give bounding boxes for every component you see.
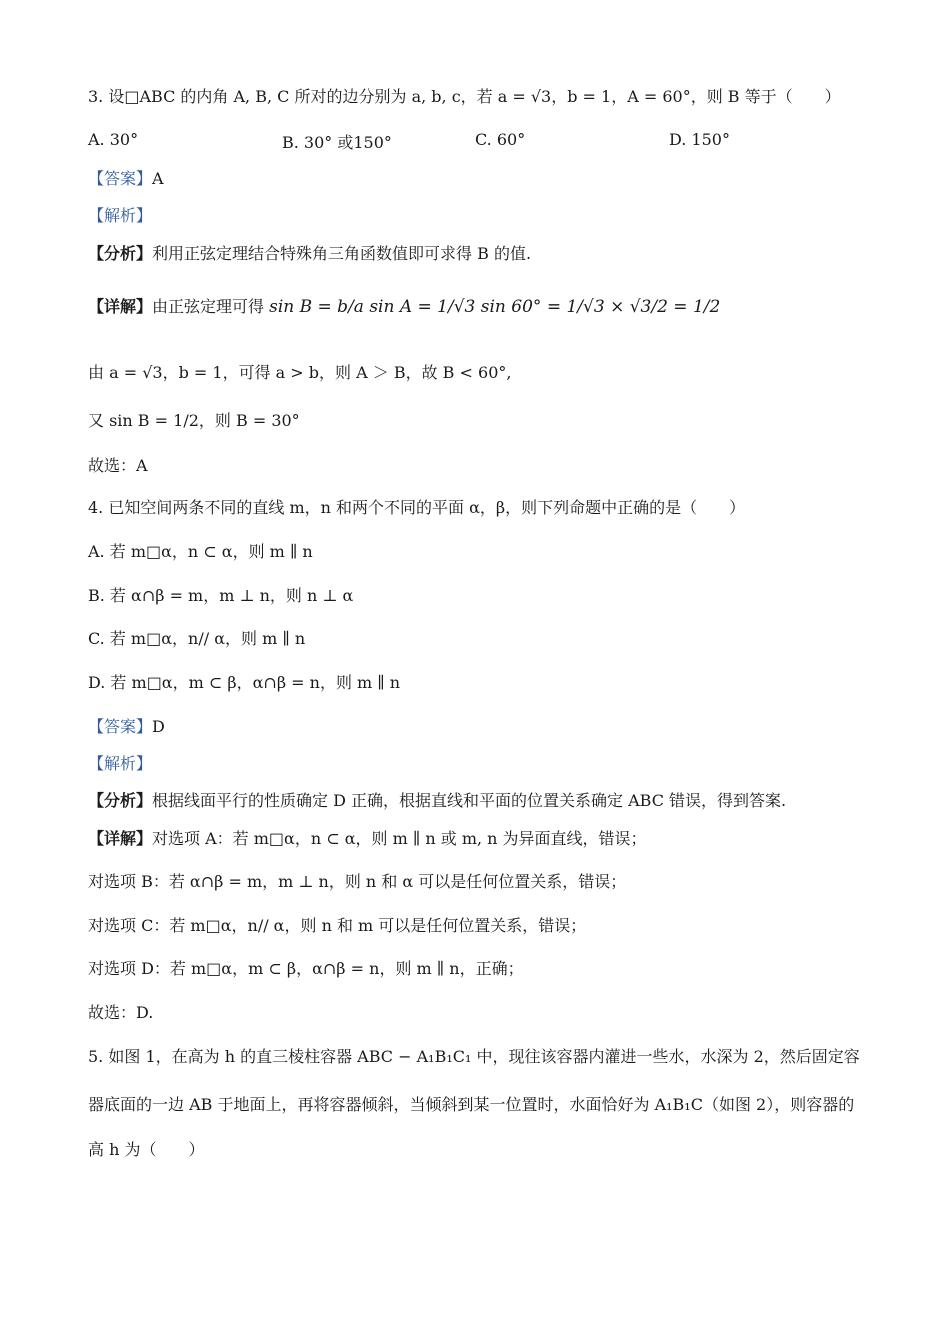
q4-line-d: 对选项 D：若 m□α，m ⊂ β，α∩β = n，则 m ∥ n，正确； <box>88 959 524 978</box>
xiangjie-text: 对选项 A：若 m□α，n ⊂ α，则 m ∥ n 或 m, n 为异面直线，错误； <box>152 829 647 848</box>
fenxi-label: 【分析】 <box>88 791 153 810</box>
q4-line-b: 对选项 B：若 α∩β = m，m ⊥ n，则 n 和 α 可以是任何位置关系，错误； <box>88 872 627 891</box>
q4-option-b: B. 若 α∩β = m，m ⊥ n，则 n ⊥ α <box>88 586 354 605</box>
q3-analysis-label: 【解析】 <box>88 206 153 225</box>
q3-xiangjie-row <box>88 296 720 318</box>
xiangjie-formula: sin B = b/a sin A = 1/√3 sin 60° = 1/√3 × √3/2 = 1/2 <box>269 297 721 317</box>
answer-label: 【答案】 <box>88 169 153 188</box>
fenxi-text: 根据线面平行的性质确定 D 正确，根据直线和平面的位置关系确定 ABC 错误，得到答案. <box>152 791 787 810</box>
q3-stem: 3. 设□ABC 的内角 A, B, C 所对的边分别为 a, b, c，若 a = √3，b = 1，A = 60°，则 B 等于（ ） <box>88 87 841 106</box>
q4-stem: 4. 已知空间两条不同的直线 m，n 和两个不同的平面 α，β，则下列命题中正确的是（ ） <box>88 498 746 517</box>
q4-option-c: C. 若 m□α，n// α，则 m ∥ n <box>88 629 306 648</box>
q3-line2: 由 a = √3，b = 1，可得 a > b，则 A ＞ B，故 B < 60°, <box>88 363 512 382</box>
q5-line1: 5. 如图 1，在高为 h 的直三棱柱容器 ABC − A₁B₁C₁ 中，现往该容器内灌进一些水，水深为 2，然后固定容 <box>88 1047 860 1066</box>
q5-line2: 器底面的一边 AB 于地面上，再将容器倾斜，当倾斜到某一位置时，水面恰好为 A₁B₁C（如图 2），则容器的 <box>88 1095 855 1114</box>
q4-option-d: D. 若 m□α，m ⊂ β，α∩β = n，则 m ∥ n <box>88 673 401 692</box>
q4-answer-row <box>88 716 165 738</box>
q4-option-a: A. 若 m□α，n ⊂ α，则 m ∥ n <box>88 542 313 561</box>
q3-line3: 又 sin B = 1/2，则 B = 30° <box>88 411 300 430</box>
q4-guxuan: 故选：D. <box>88 1003 154 1022</box>
q3-guxuan: 故选：A <box>88 456 148 475</box>
answer-label: 【答案】 <box>88 717 153 736</box>
q4-fenxi-row <box>88 790 786 812</box>
q5-line3: 高 h 为（ ） <box>88 1140 205 1159</box>
xiangjie-label: 【详解】 <box>88 297 153 316</box>
answer-value: D <box>152 717 165 736</box>
q3-answer-row <box>88 168 164 190</box>
q3-option-b: B. 30° 或150° <box>282 133 392 152</box>
xiangjie-label: 【详解】 <box>88 829 153 848</box>
q4-line-c: 对选项 C：若 m□α，n// α，则 n 和 m 可以是任何位置关系，错误； <box>88 916 587 935</box>
q3-option-c: C. 60° <box>475 130 526 149</box>
q3-option-d: D. 150° <box>669 130 730 149</box>
xiangjie-prefix: 由正弦定理可得 <box>152 297 265 316</box>
q4-xiangjie-row <box>88 828 647 850</box>
q3-option-a: A. 30° <box>88 130 139 149</box>
fenxi-label: 【分析】 <box>88 244 153 263</box>
answer-value: A <box>152 169 164 188</box>
fenxi-text: 利用正弦定理结合特殊角三角函数值即可求得 B 的值. <box>152 244 532 263</box>
q3-fenxi-row <box>88 243 531 265</box>
q4-analysis-label: 【解析】 <box>88 754 153 773</box>
